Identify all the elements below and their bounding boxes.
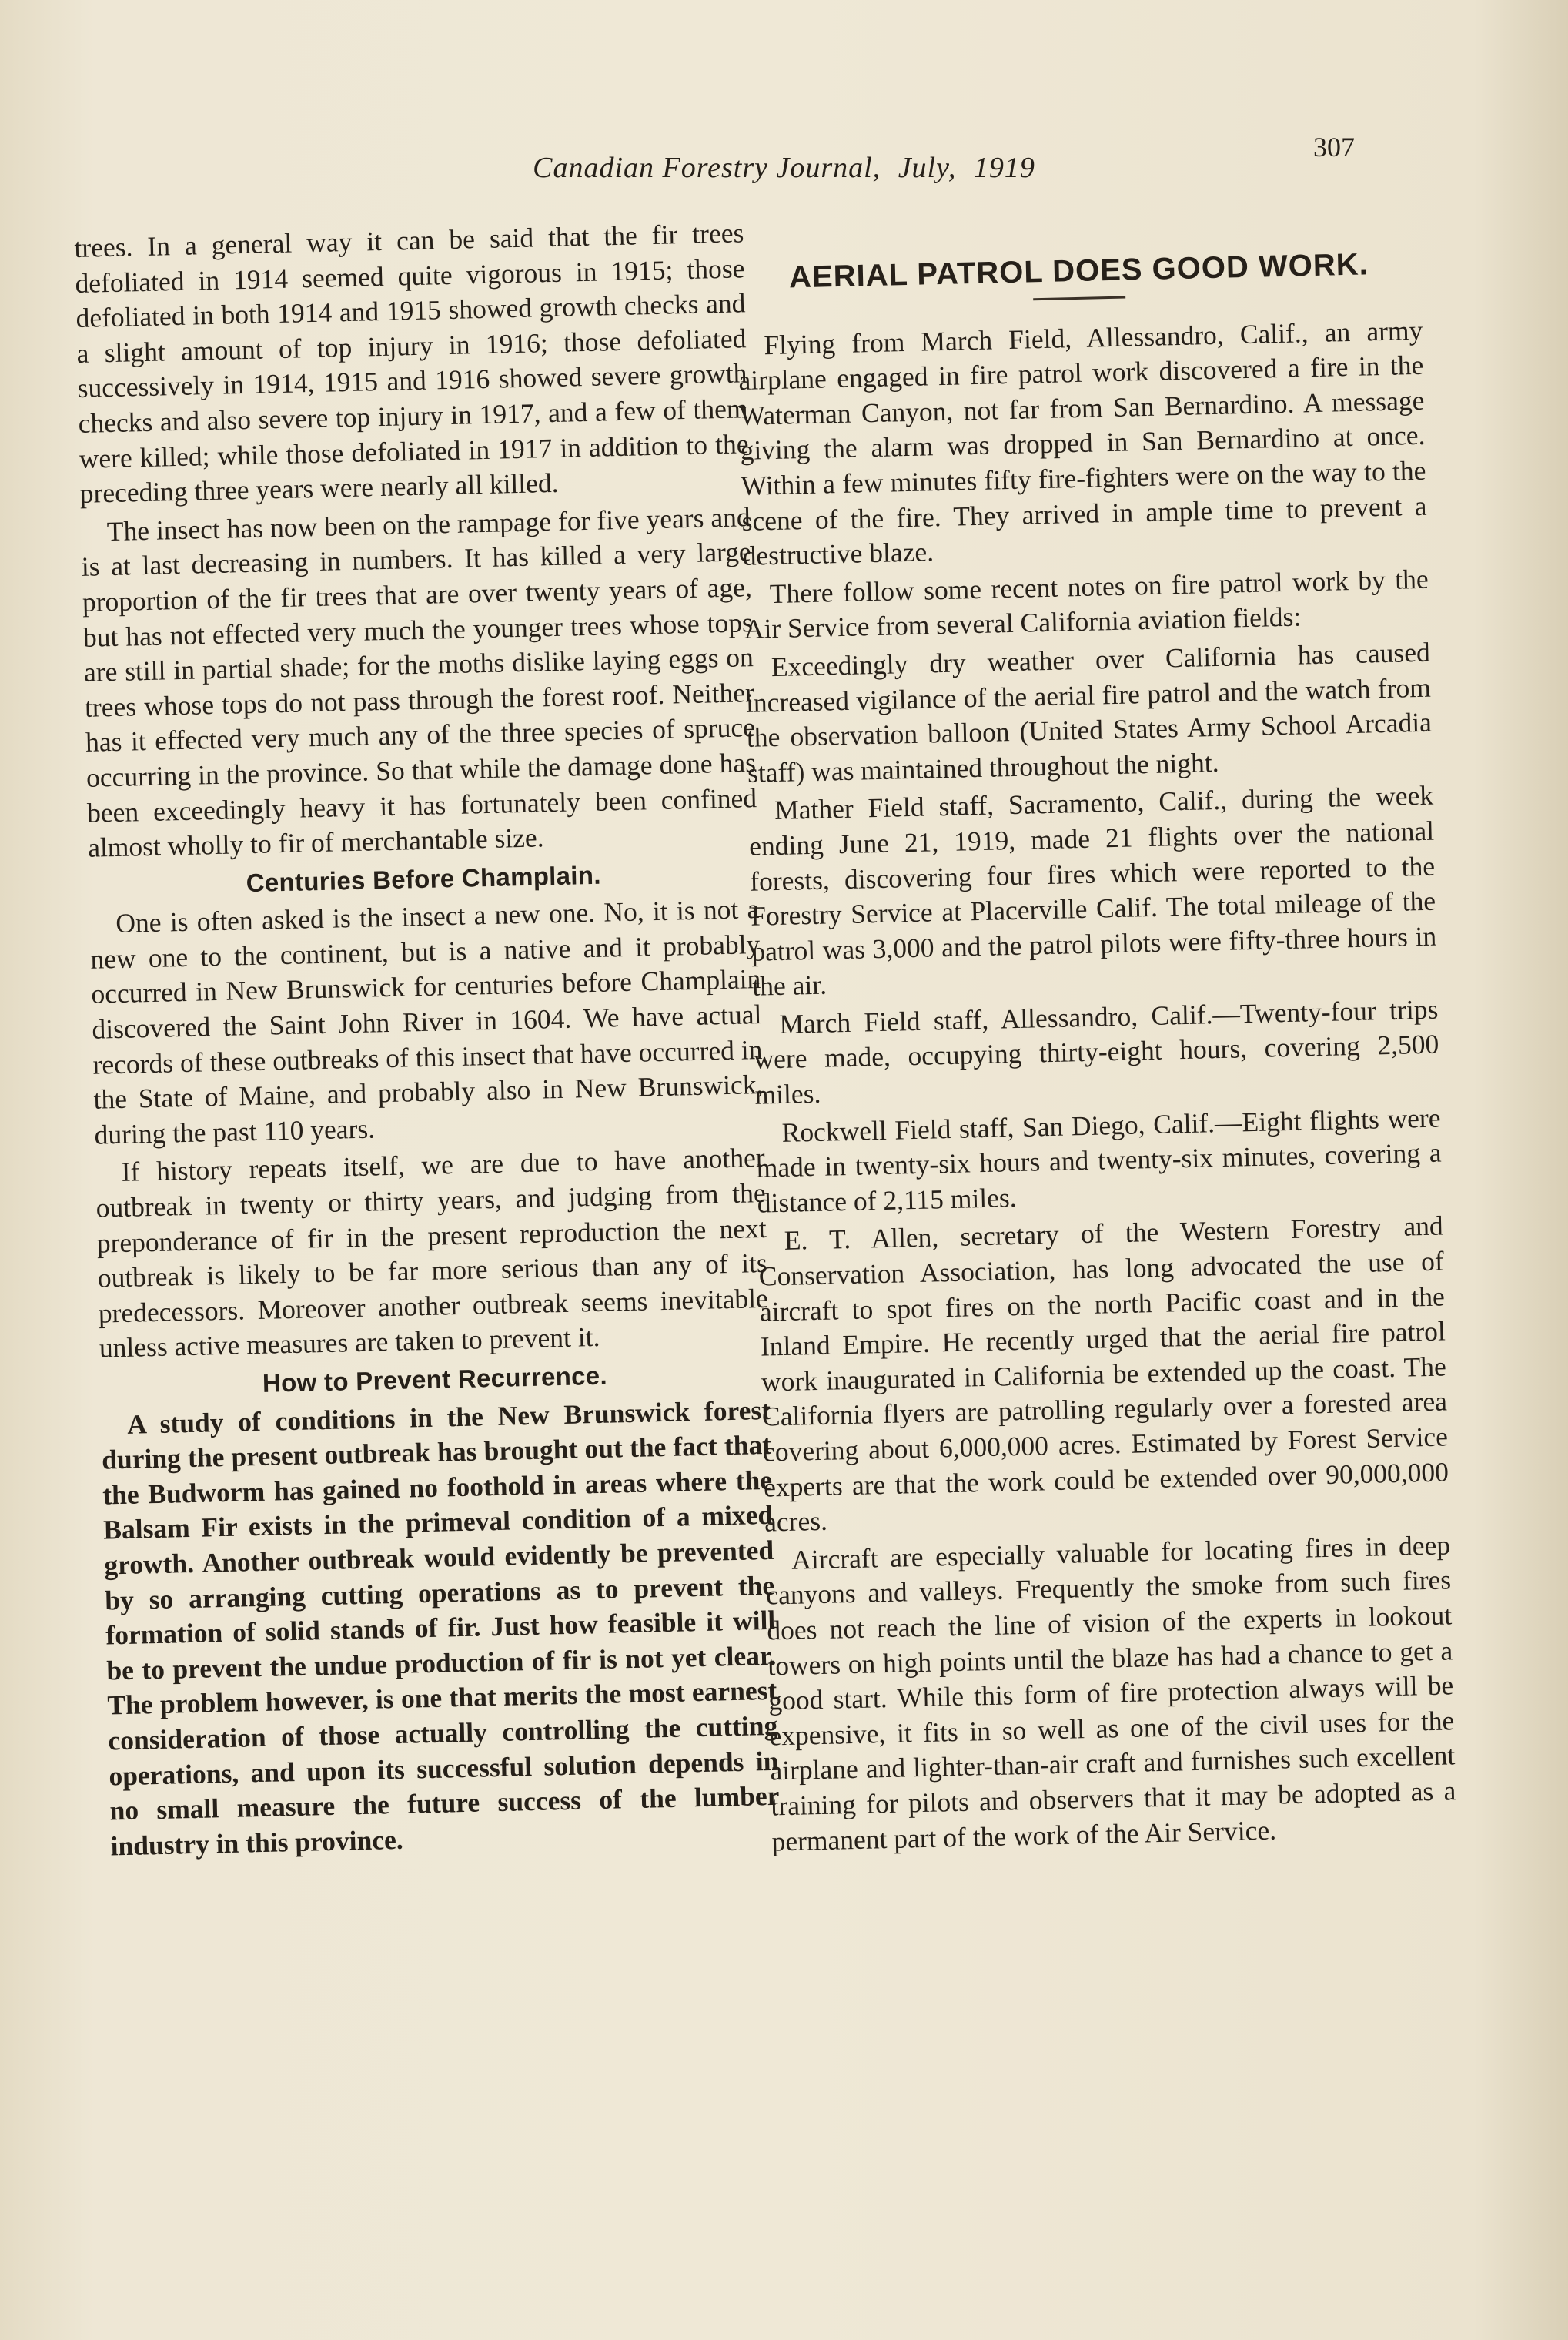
paragraph: There follow some recent notes on fire patrol work by the Air Service from several California aviation fields: [744,563,1429,645]
paragraph-bold: A study of conditions in the New Brunswick forest during the present outbreak has brought out the fact that the Budworm has gained no foothold in areas where the Balsam Fir exists in the primeval condition of a mixed growth. Another outbreak would evidently be prevented by so arranging cutting operations as to prevent the formation of solid stands of fir. Just how feasible it will be to prevent the undue production of fir is not yet clear. The problem however, is one that merits the most earnest consideration of those actually controlling the cutting operations, and upon its successful solution depends in no small measure the future success of the lumber industry in this province. [101,1394,780,1862]
section-heading-prevent: How to Prevent Recurrence. [262,1361,608,1398]
paragraph: One is often asked is the insect a new one. No, it is not a new one to the continent, but is a native and it probably occurred in New Brunswick for centuries before Champlain discovered the Saint John River in 1604. We have actual records of these outbreaks of this insect that have occurred in the State of Maine, and probably also in New Brunswick, during the past 110 years. [90,893,764,1150]
page-number: 307 [1313,132,1355,162]
paragraph: Aircraft are especially valuable for locating fires in deep canyons and valleys. Frequently the smoke from such fires does not reach the line of vision of the experts in lookout towers on high points until the blaze has had a chance to get a good start. While this form of fire protection always will be expensive, it fits in so well as one of the civil uses for the airplane and lighter-than-air craft and furnishes such excellent training for pilots and observers that it may be adopted as a permanent part of the work of the Air Service. [765,1529,1456,1856]
issue-month: July, [898,152,957,184]
section-heading-centuries: Centuries Before Champlain. [246,860,602,897]
paragraph: trees. In a general way it can be said that the fir trees defoliated in 1914 seemed quite vigorous in 1915; those defoliated in both 1914 and 1915 showed growth checks and a slight amount of top injury in 1916; those defoliated successively in 1914, 1915 and 1916 showed severe growth checks and also severe top injury in 1917, and a few of them were killed; while those defoliated in 1917 in addition to the preceding three years were nearly all killed. [74,217,749,510]
paragraph: March Field staff, Allessandro, Calif.—Twenty-four trips were made, occupying thirty-eight hours, covering 2,500 miles. [754,993,1439,1110]
journal-name: Canadian Forestry Journal, [533,152,881,184]
paragraph: Rockwell Field staff, San Diego, Calif.—Eight flights were made in twenty-six hours and twenty-six minutes, covering a distance of 2,115 miles. [756,1102,1442,1219]
paragraph: The insect has now been on the rampage for five years and is at last decreasing in numbers. It has killed a very large proportion of the fir trees that are over twenty years of age, but has not effected very much the younger trees whose tops are still in partial shade; for the moths dislike laying eggs on trees whose tops do not pass through the forest roof. Neither has it effected very much any of the three species of spruce occurring in the province. So that while the damage done has been exceedingly heavy it has fortunately been confined almost wholly to fir of merchantable size. [81,500,757,863]
right-column [736,246,1457,1863]
title-rule [1033,296,1125,300]
paragraph: If history repeats itself, we are due to have another outbreak in twenty or thirty years, and judging from the preponderance of fir in the present reproduction the next outbreak is likely to be far more serious than any of its predecessors. Moreover another outbreak seems inevitable unless active measures are taken to prevent it. [95,1142,769,1364]
article-title: AERIAL PATROL DOES GOOD WORK. [788,247,1369,295]
paragraph: Mather Field staff, Sacramento, Calif., during the week ending June 21, 1919, made 21 flights over the national forests, discovering four fires which were reported to the Forestry Service at Placerville Calif. The total mileage of the patrol was 3,000 and the patrol pilots were fifty-three hours in the air. [748,779,1437,1003]
issue-year: 1919 [973,152,1035,184]
paragraph: Flying from March Field, Allessandro, Calif., an army airplane engaged in fire patrol work discovered a fire in the Waterman Canyon, not far from San Bernardino. A message giving the alarm was dropped in San Bernardino at once. Within a few minutes fifty fire-fighters were on the way to the scene of the fire. They arrived in ample time to prevent a destructive blaze. [738,314,1427,572]
paragraph: Exceedingly dry weather over California has caused increased vigilance of the aerial fire patrol and the watch from the observation balloon (United States Army School Arcadia staff) was maintained throughout the night. [745,636,1433,788]
paragraph: E. T. Allen, secretary of the Western Forestry and Conservation Association, has long advocated the use of aircraft to spot fires on the north Pacific coast and in the Inland Empire. He recently urged that the aerial fire patrol work inaugurated in California be extended up the coast. The California flyers are patrolling regularly over a forested area covering about 6,000,000 acres. Estimated by Forest Service experts are that the work could be extended over 90,000,000 acres. [758,1210,1449,1538]
left-column [74,216,781,1867]
